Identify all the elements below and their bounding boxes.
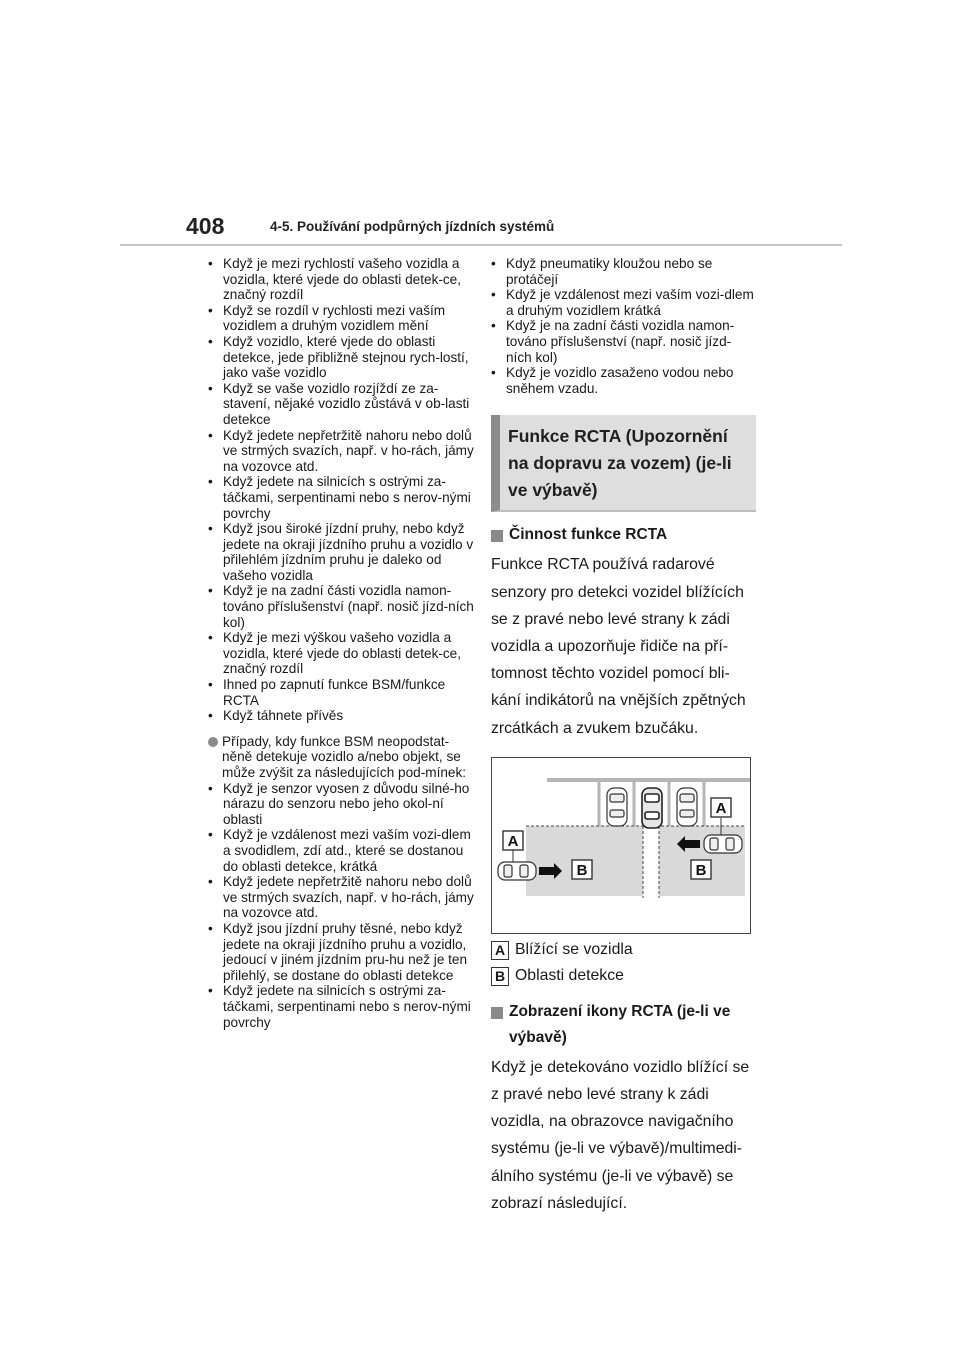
- subheading-rcta-operation: Činnost funkce RCTA: [491, 522, 756, 548]
- legend-item: [491, 937, 756, 963]
- list-item: • Když je mezi rychlostí vašeho vozidla a vozidla, které vjede do oblasti detek-ce, značný rozdíl: [208, 256, 462, 303]
- square-bullet-icon: [491, 530, 503, 542]
- list-item: • Když se rozdíl v rychlosti mezi vaším vozidlem a druhým vozidlem mění: [208, 302, 446, 334]
- circle-bullet-icon: [208, 737, 218, 747]
- list-item: • Ihned po zapnutí funkce BSM/funkce RCTA: [208, 677, 446, 708]
- legend-item: [491, 963, 756, 989]
- condition-list-1: [208, 256, 476, 724]
- subheading-rcta-icon: Zobrazení ikony RCTA (je-li ve výbavě): [491, 999, 756, 1051]
- svg-text:B: B: [695, 861, 707, 879]
- list-item: • Když je senzor vyosen z důvodu silné-ho nárazu do senzoru nebo jeho okol-ní oblasti: [208, 780, 470, 827]
- list-item: • Když se vaše vozidlo rozjíždí ze za-stavení, nějaké vozidlo zůstává v ob-lasti detekce: [208, 380, 470, 427]
- svg-text:A: A: [507, 832, 519, 850]
- rcta-diagram: [491, 757, 751, 934]
- approaching-car-left-icon: [498, 862, 536, 880]
- list-item: • Když jsou jízdní pruhy těsné, nebo když jedete na okraji jízdního pruhu a vozidlo, jedoucí v jiném jízdním pru-hu než je ten přilehlý, se dostane do oblasti detekce: [208, 920, 468, 983]
- svg-text:B: B: [576, 861, 588, 879]
- label-a-right: [711, 798, 731, 817]
- list-item: • Když jedete na silnicích s ostrými za-táčkami, serpentinami nebo s nerov-nými povrchy: [208, 983, 471, 1030]
- list-item: • Když vozidlo, které vjede do oblasti detekce, jede přibližně stejnou rych-lostí, jako vaše vozidlo: [208, 333, 469, 381]
- list-item: • Když je vzdálenost mezi vaším vozi-dlem a svodidlem, zdí atd., které se dostanou do oblasti detekce, krátká: [208, 827, 471, 874]
- right-column: [491, 256, 756, 1217]
- list-item: • Když jedete nepřetržitě nahoru nebo dolů ve strmých svazích, např. v ho-rách, jámy na vozovce atd.: [208, 427, 474, 474]
- feature-heading: Funkce RCTA (Upozornění na dopravu za vozem) (je-li ve výbavě): [491, 415, 756, 512]
- condition-list-3: [491, 256, 756, 396]
- legend-text: Oblasti detekce: [515, 966, 624, 984]
- header-divider: [120, 244, 842, 246]
- paragraph: Když je detekováno vozidlo blížící se z pravé nebo levé strany k zádi vozidla, na obrazovce navigačního systému (je-li ve výbavě)/multimedi-álního systému (je-li ve výbavě) se zobrazí následující.: [491, 1058, 750, 1212]
- list-item: • Když je na zadní části vozidla namon-továno příslušenství (např. nosič jízd-ních kol): [491, 318, 735, 365]
- list-item: • Když je na zadní části vozidla namon-továno příslušenství (např. nosič jízd-ních kol): [208, 583, 474, 630]
- section-title: 4-5. Používání podpůrných jízdních systémů: [270, 219, 555, 234]
- own-car-icon: [642, 788, 662, 828]
- page-header: [0, 0, 960, 250]
- square-bullet-icon: [491, 1007, 503, 1019]
- svg-text:A: A: [715, 799, 727, 817]
- paragraph: Funkce RCTA používá radarové senzory pro detekci vozidel blížících se z pravé nebo levé strany k zádi vozidla a upozorňuje řidiče na pří-tomnost těchto vozidel pomocí bli-kání indikátorů na vnějších zpětných zrcátkách a zvukem bzučáku.: [491, 556, 746, 737]
- diagram-legend: [491, 937, 756, 989]
- page-number: 408: [186, 213, 225, 239]
- label-b-right: [691, 860, 711, 879]
- parking-lot-illustration: [492, 758, 750, 933]
- list-item: • Když táhnete přívěs: [208, 708, 344, 724]
- list-item: • Když je vozidlo zasaženo vodou nebo sněhem vzadu.: [491, 365, 734, 396]
- legend-key: A: [491, 941, 509, 960]
- parked-car-icon: [677, 788, 697, 826]
- list-item: • Když je mezi výškou vašeho vozidla a vozidla, které vjede do oblasti detek-ce, značný rozdíl: [208, 630, 462, 677]
- label-b-left: [572, 860, 592, 879]
- condition-list-2: [208, 781, 476, 1031]
- legend-key: B: [491, 967, 509, 986]
- list-item: • Když jedete nepřetržitě nahoru nebo dolů ve strmých svazích, např. v ho-rách, jámy na vozovce atd.: [208, 874, 474, 921]
- circle-note: Případy, kdy funkce BSM neopodstat-něně detekuje vozidlo a/nebo objekt, se může zvýšit za následujících pod-mínek:: [208, 734, 476, 781]
- left-column: [208, 256, 476, 1030]
- label-a-left: [503, 831, 523, 850]
- list-item: • Když jsou široké jízdní pruhy, nebo když jedete na okraji jízdního pruhu a vozidlo v přilehlém jízdním pruhu je daleko od vašeho vozidla: [208, 521, 474, 583]
- list-item: • Když je vzdálenost mezi vaším vozi-dlem a druhým vozidlem krátká: [491, 287, 754, 318]
- list-item: • Když jedete na silnicích s ostrými za-táčkami, serpentinami nebo s nerov-nými povrchy: [208, 474, 471, 521]
- list-item: • Když pneumatiky kloužou nebo se protáčejí: [491, 256, 713, 287]
- parked-car-icon: [607, 788, 627, 826]
- legend-text: Blížící se vozidla: [515, 940, 633, 958]
- approaching-car-right-icon: [704, 835, 742, 853]
